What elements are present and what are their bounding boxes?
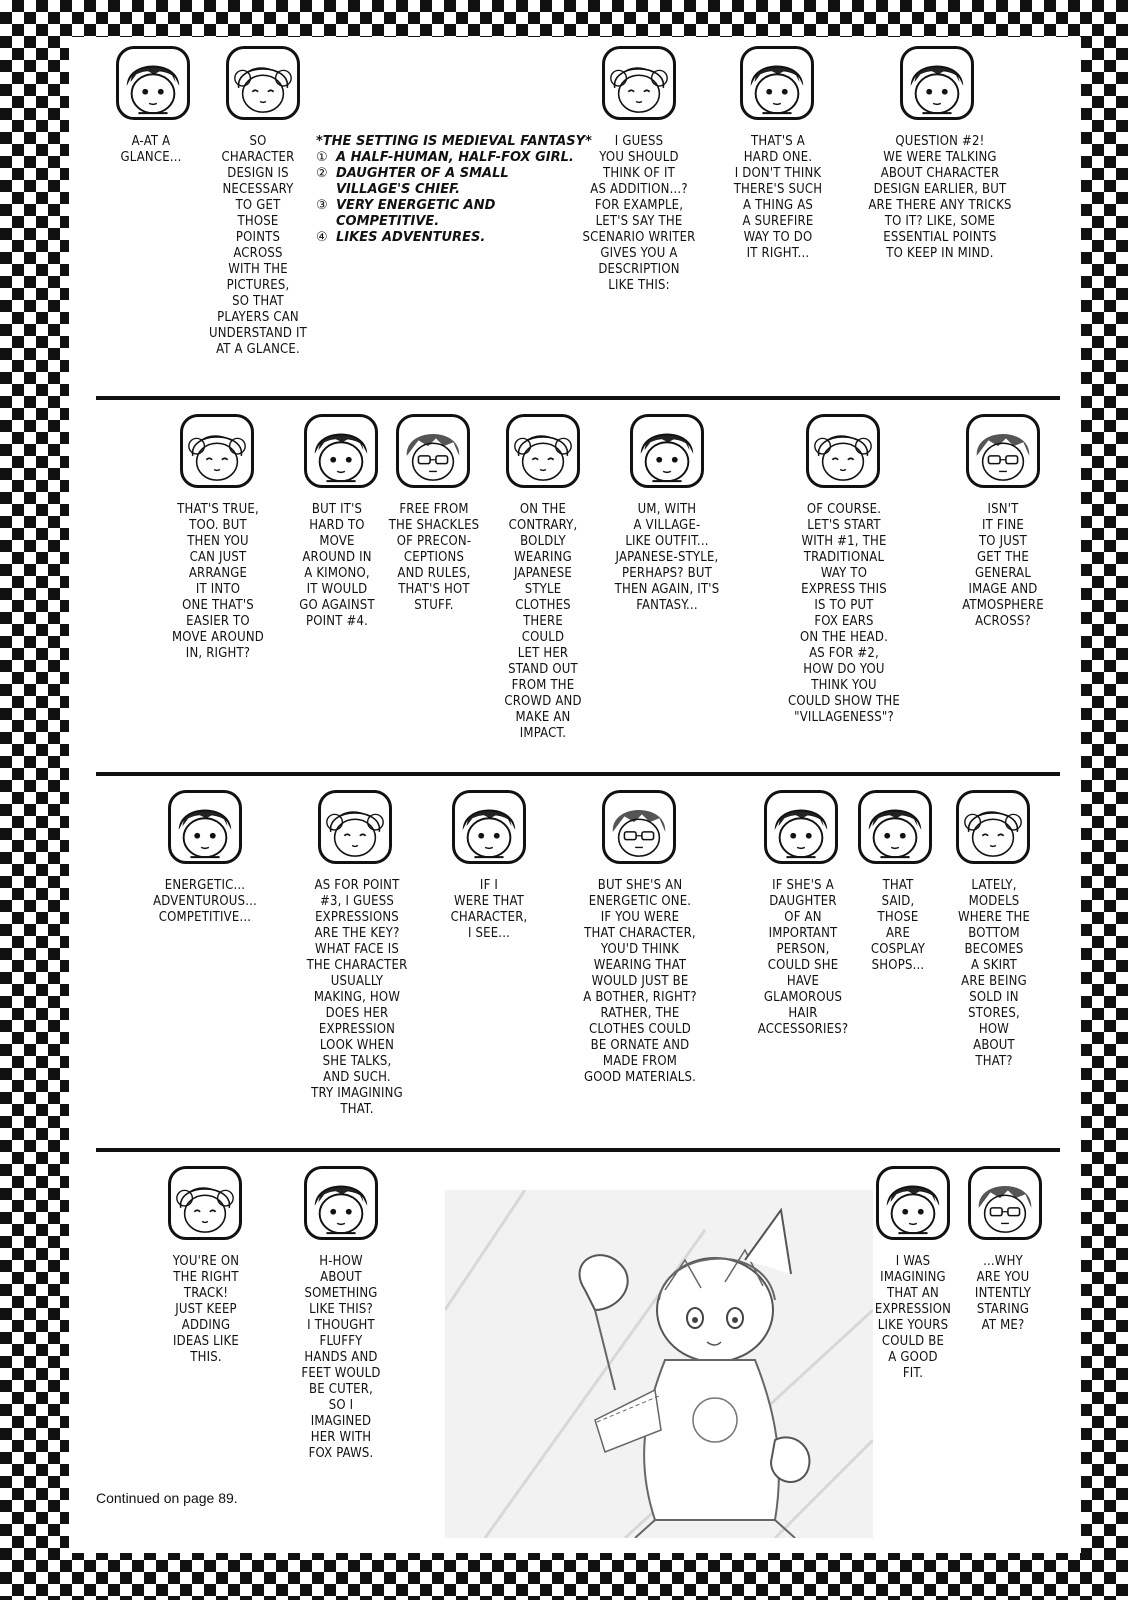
speech-text: I GUESS YOU SHOULD THINK OF IT AS ADDITION...? FOR EXAMPLE, LET'S SAY THE SCENARIO WRITER GIVES YOU A DESCRIPTION LIKE THIS:: [582, 134, 696, 293]
twin-tail-girl-face-icon: [956, 790, 1030, 864]
glasses-girl-face-icon: [966, 414, 1040, 488]
setting-item: ③ VERY ENERGETIC AND COMPETITIVE.: [316, 198, 496, 229]
speech-text: ...WHY ARE YOU INTENTLY STARING AT ME?: [974, 1254, 1032, 1333]
continued-note: Continued on page 89.: [96, 1490, 238, 1506]
dark-hair-girl-face-icon: [876, 1166, 950, 1240]
speech-text: SO CHARACTER DESIGN IS NECESSARY TO GET THOSE POINTS ACROSS WITH THE PICTURES, SO THAT PLAYERS CAN UNDERSTAND IT AT A GLANCE.: [208, 134, 308, 357]
panel-divider: [96, 772, 1060, 776]
twin-tail-girl-face-icon: [506, 414, 580, 488]
speech-text: ENERGETIC... ADVENTUROUS... COMPETITIVE...: [153, 878, 257, 925]
speech-text: ON THE CONTRARY, BOLDLY WEARING JAPANESE STYLE CLOTHES THERE COULD LET HER STAND OUT FROM THE CROWD AND MAKE AN IMPACT.: [504, 502, 582, 741]
fox-girl-sketch-illustration: [445, 1190, 873, 1538]
glasses-girl-face-icon: [602, 790, 676, 864]
dark-hair-girl-face-icon: [858, 790, 932, 864]
speech-text: THAT SAID, THOSE ARE COSPLAY SHOPS...: [870, 878, 926, 973]
twin-tail-girl-face-icon: [168, 1166, 242, 1240]
speech-text: OF COURSE. LET'S START WITH #1, THE TRADITIONAL WAY TO EXPRESS THIS IS TO PUT FOX EARS ON THE HEAD. AS FOR #2, HOW DO YOU THINK YOU COULD SHOW THE "VILLAGENESS"?: [787, 502, 900, 725]
speech-text: I WAS IMAGINING THAT AN EXPRESSION LIKE YOURS COULD BE A GOOD FIT.: [874, 1254, 952, 1381]
setting-item: ① A HALF-HUMAN, HALF-FOX GIRL.: [316, 150, 574, 165]
speech-text: LATELY, MODELS WHERE THE BOTTOM BECOMES A SKIRT ARE BEING SOLD IN STORES, HOW ABOUT THAT?: [957, 878, 1031, 1069]
speech-text: FREE FROM THE SHACKLES OF PRECON- CEPTIONS AND RULES, THAT'S HOT STUFF.: [388, 502, 480, 613]
dark-hair-girl-face-icon: [740, 46, 814, 120]
setting-item: ② DAUGHTER OF A SMALL VILLAGE'S CHIEF.: [316, 166, 509, 197]
speech-text: H-HOW ABOUT SOMETHING LIKE THIS? I THOUGHT FLUFFY HANDS AND FEET WOULD BE CUTER, SO I IMAGINED HER WITH FOX PAWS.: [301, 1254, 381, 1461]
character-setting-box: [316, 134, 606, 246]
dark-hair-girl-face-icon: [900, 46, 974, 120]
setting-header: *THE SETTING IS MEDIEVAL FANTASY*: [316, 134, 592, 149]
dark-hair-girl-face-icon: [304, 414, 378, 488]
dark-hair-girl-face-icon: [116, 46, 190, 120]
speech-text: IF I WERE THAT CHARACTER, I SEE...: [450, 878, 528, 941]
speech-text: ISN'T IT FINE TO JUST GET THE GENERAL IMAGE AND ATMOSPHERE ACROSS?: [962, 502, 1044, 629]
setting-item: ④ LIKES ADVENTURES.: [316, 230, 486, 245]
twin-tail-girl-face-icon: [806, 414, 880, 488]
glasses-girl-face-icon: [968, 1166, 1042, 1240]
speech-text: A-AT A GLANCE...: [120, 134, 182, 165]
speech-text: IF SHE'S A DAUGHTER OF AN IMPORTANT PERSON, COULD SHE HAVE GLAMOROUS HAIR ACCESSORIES?: [757, 878, 849, 1037]
panel-divider: [96, 1148, 1060, 1152]
speech-text: AS FOR POINT #3, I GUESS EXPRESSIONS ARE THE KEY? WHAT FACE IS THE CHARACTER USUALLY MAKING, HOW DOES HER EXPRESSION LOOK WHEN SHE TALKS, AND SUCH. TRY IMAGINING THAT.: [306, 878, 408, 1117]
twin-tail-girl-face-icon: [180, 414, 254, 488]
speech-text: YOU'RE ON THE RIGHT TRACK! JUST KEEP ADDING IDEAS LIKE THIS.: [172, 1254, 240, 1365]
panel-divider: [96, 396, 1060, 400]
twin-tail-girl-face-icon: [226, 46, 300, 120]
speech-text: BUT IT'S HARD TO MOVE AROUND IN A KIMONO, IT WOULD GO AGAINST POINT #4.: [299, 502, 375, 629]
twin-tail-girl-face-icon: [602, 46, 676, 120]
dark-hair-girl-face-icon: [630, 414, 704, 488]
glasses-girl-face-icon: [396, 414, 470, 488]
speech-text: BUT SHE'S AN ENERGETIC ONE. IF YOU WERE THAT CHARACTER, YOU'D THINK WEARING THAT WOULD JUST BE A BOTHER, RIGHT? RATHER, THE CLOTHES COULD BE ORNATE AND MADE FROM GOOD MATERIALS.: [583, 878, 697, 1085]
dark-hair-girl-face-icon: [304, 1166, 378, 1240]
speech-text: QUESTION #2! WE WERE TALKING ABOUT CHARACTER DESIGN EARLIER, BUT ARE THERE ANY TRICKS TO IT? LIKE, SOME ESSENTIAL POINTS TO KEEP IN MIND.: [868, 134, 1012, 261]
speech-text: THAT'S A HARD ONE. I DON'T THINK THERE'S SUCH A THING AS A SUREFIRE WAY TO DO IT RIGHT...: [733, 134, 823, 261]
dark-hair-girl-face-icon: [764, 790, 838, 864]
twin-tail-girl-face-icon: [318, 790, 392, 864]
dark-hair-girl-face-icon: [452, 790, 526, 864]
speech-text: THAT'S TRUE, TOO. BUT THEN YOU CAN JUST ARRANGE IT INTO ONE THAT'S EASIER TO MOVE AROUND IN, RIGHT?: [171, 502, 264, 661]
comic-page: [72, 40, 1078, 1550]
dark-hair-girl-face-icon: [168, 790, 242, 864]
speech-text: UM, WITH A VILLAGE- LIKE OUTFIT... JAPANESE-STYLE, PERHAPS? BUT THEN AGAIN, IT'S FANTASY...: [614, 502, 720, 613]
